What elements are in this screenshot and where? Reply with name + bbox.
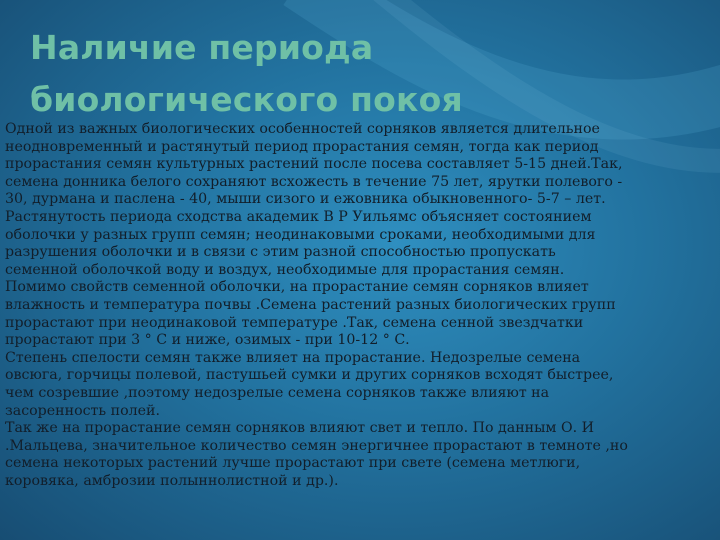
- body-paragraph: [5, 209, 718, 279]
- body-line: коровяка, амброзии полыннолистной и др.).: [5, 472, 339, 489]
- body-line: разрушения оболочки и в связи с этим разной способностью пропускать: [5, 244, 556, 261]
- body-line: .Мальцева, значительное количество семян энергичнее прорастают в темноте ,но: [5, 437, 628, 454]
- body-line: засоренность полей.: [5, 402, 161, 419]
- body-paragraph: [5, 121, 718, 209]
- body-line: 30, дурмана и паслена - 40, мыши сизого и ежовника обыкновенного- 5-7 – лет.: [5, 191, 606, 208]
- body-line: чем созревшие ,поэтому недозрелые семена сорняков также влияют на: [5, 384, 550, 401]
- body-line: неодновременный и растянутый период прорастания семян, тогда как период: [5, 138, 599, 155]
- body-line: семена донника белого сохраняют всхожесть в течение 75 лет, ярутки полевого -: [5, 173, 623, 190]
- slide-title: [30, 22, 690, 126]
- body-line: Помимо свойств семенной оболочки, на прорастание семян сорняков влияет: [5, 279, 589, 296]
- slide-title-line: Наличие периода: [30, 28, 374, 67]
- body-line: Так же на прорастание семян сорняков влияют свет и тепло. По данным О. И: [5, 420, 594, 437]
- body-line: прорастают при 3 ° С и ниже, озимых - при 10-12 ° С.: [5, 332, 410, 349]
- body-paragraph: [5, 279, 718, 349]
- body-line: Растянутость периода сходства академик В Р Уильямс объясняет состоянием: [5, 208, 592, 225]
- body-line: Степень спелости семян также влияет на прорастание. Недозрелые семена: [5, 349, 581, 366]
- body-line: семена некоторых растений лучше прорастают при свете (семена метлюги,: [5, 455, 581, 472]
- body-line: семенной оболочкой воду и воздух, необходимые для прорастания семян.: [5, 261, 565, 278]
- body-line: влажность и температура почвы .Семена растений разных биологических групп: [5, 296, 616, 313]
- body-paragraph: [5, 350, 718, 420]
- slide-title-line: биологического покоя: [30, 80, 463, 119]
- body-line: прорастания семян культурных растений после посева составляет 5-15 дней.Так,: [5, 156, 623, 173]
- body-line: овсюга, горчицы полевой, пастушьей сумки и других сорняков всходят быстрее,: [5, 367, 614, 384]
- slide-body: [5, 121, 718, 490]
- body-paragraph: [5, 420, 718, 490]
- body-line: Одной из важных биологических особенностей сорняков является длительное: [5, 121, 600, 137]
- body-line: прорастают при неодинаковой температуре .Так, семена сенной звездчатки: [5, 314, 584, 331]
- body-line: оболочки у разных групп семян; неодинаковыми сроками, необходимыми для: [5, 226, 596, 243]
